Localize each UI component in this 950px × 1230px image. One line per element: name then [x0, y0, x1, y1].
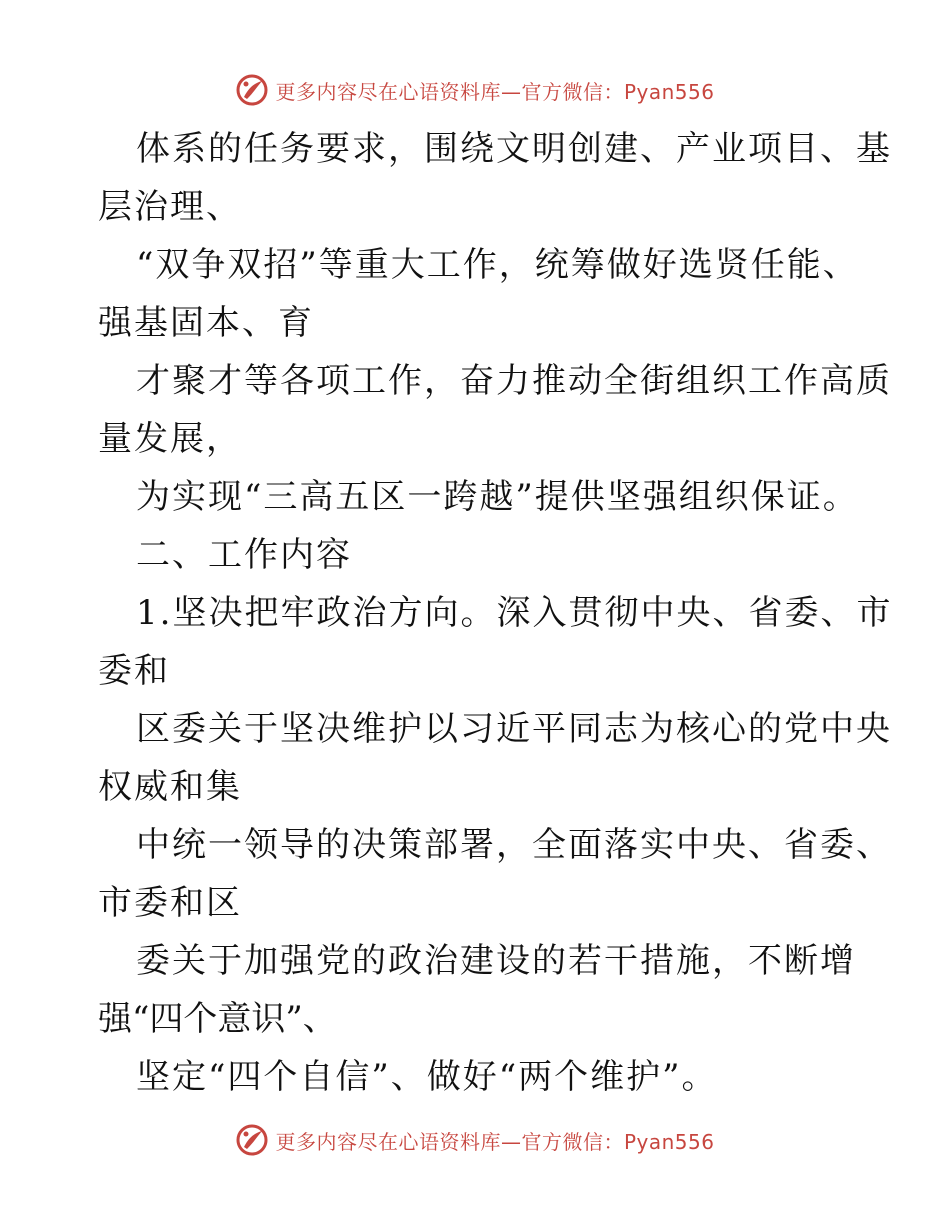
body-line: 坚定“四个自信”、做好“两个维护”。	[136, 1057, 718, 1097]
header-watermark	[0, 70, 950, 110]
body-line: 委和	[98, 651, 170, 691]
body-line: 量发展，	[98, 419, 242, 459]
ink-brush-logo-icon	[235, 1123, 269, 1157]
body-line: 层治理、	[98, 187, 242, 227]
document-body	[98, 120, 893, 1106]
watermark-text: 更多内容尽在心语资料库—官方微信：Pyan556	[275, 79, 715, 104]
body-line: 市委和区	[98, 883, 242, 923]
body-line: 权威和集	[98, 767, 242, 807]
body-line: 委关于加强党的政治建设的若干措施，不断增	[136, 941, 856, 981]
body-line: 区委关于坚决维护以习近平同志为核心的党中央	[136, 709, 892, 749]
footer-watermark	[0, 1120, 950, 1160]
body-line: 强“四个意识”、	[98, 999, 337, 1039]
ink-brush-logo-icon	[235, 73, 269, 107]
body-line: 体系的任务要求，围绕文明创建、产业项目、基	[136, 129, 892, 169]
body-line: 才聚才等各项工作，奋力推动全街组织工作高质	[136, 361, 892, 401]
body-line: “双争双招”等重大工作，统筹做好选贤任能、	[136, 245, 859, 285]
body-line: 1.坚决把牢政治方向。深入贯彻中央、省委、市	[136, 593, 893, 633]
section-heading: 二、工作内容	[136, 535, 352, 575]
body-line: 中统一领导的决策部署，全面落实中央、省委、	[136, 825, 892, 865]
body-line: 为实现“三高五区一跨越”提供坚强组织保证。	[136, 477, 859, 517]
watermark-text: 更多内容尽在心语资料库—官方微信：Pyan556	[275, 1129, 715, 1154]
body-line: 强基固本、育	[98, 303, 314, 343]
